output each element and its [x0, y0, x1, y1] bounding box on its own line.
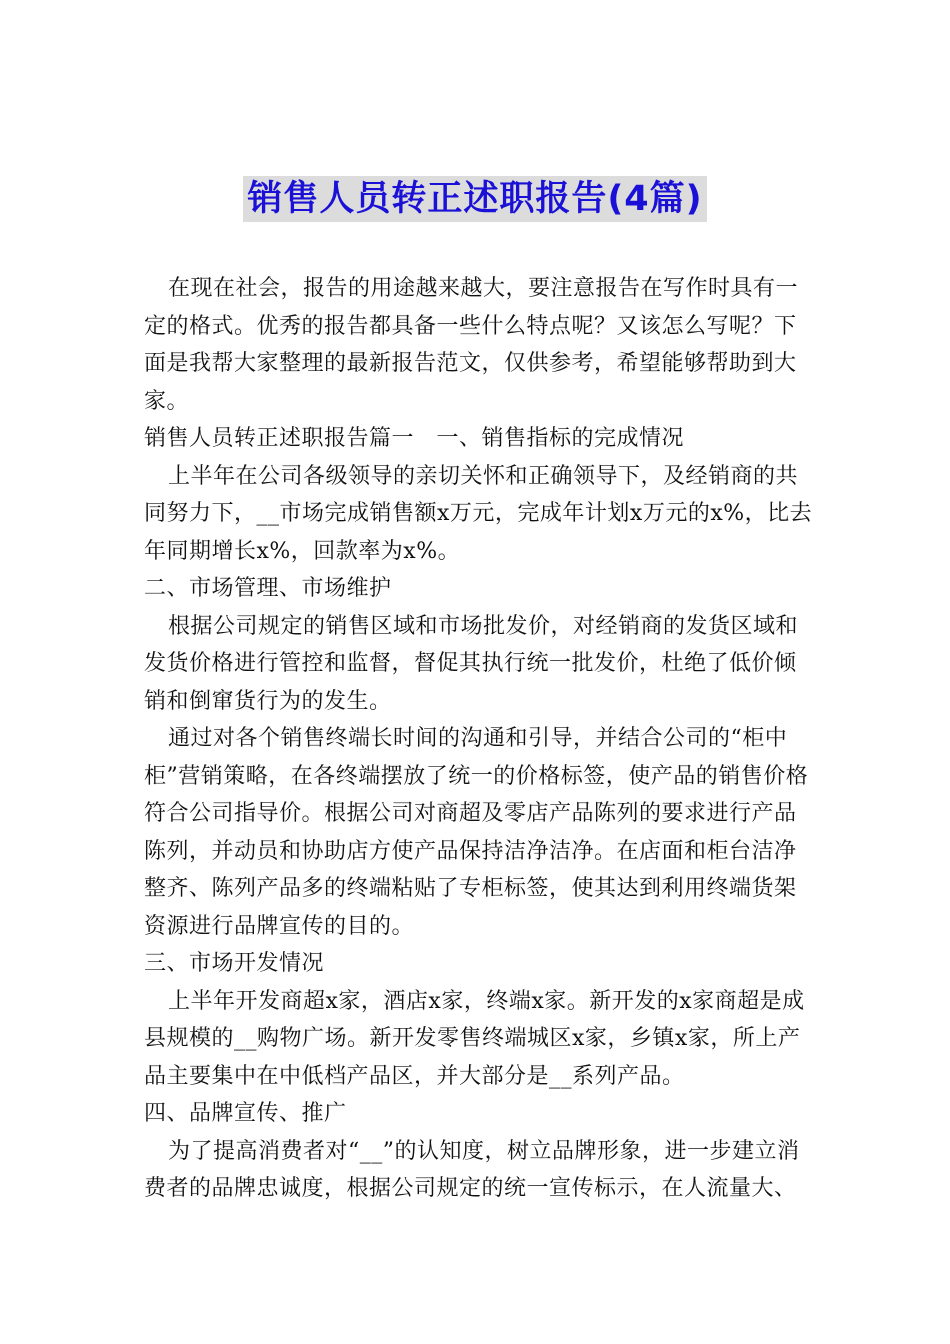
paragraph-market-management: 根据公司规定的销售区域和市场批发价，对经销商的发货区域和发货价格进行管控和监督，督促其执行统一批发价，杜绝了低价倾销和倒窜货行为的发生。: [144, 613, 799, 714]
section-heading-1: 销售人员转正述职报告篇一 一、销售指标的完成情况: [144, 426, 685, 451]
paragraph-terminal-guidance: 通过对各个销售终端长时间的沟通和引导，并结合公司的“柜中柜”营销策略，在各终端摆放了统一的价格标签，使产品的销售价格符合公司指导价。根据公司对商超及零店产品陈列的要求进行产品陈列，并动员和协助店方使产品保持洁净洁净。在店面和柜台洁净整齐、陈列产品多的终端粘贴了专柜标签，使其达到利用终端货架资源进行品牌宣传的目的。: [144, 726, 809, 939]
title-container: [0, 176, 950, 222]
intro-paragraph: 在现在社会，报告的用途越来越大，要注意报告在写作时具有一定的格式。优秀的报告都具备一些什么特点呢？又该怎么写呢？下面是我帮大家整理的最新报告范文，仅供参考，希望能够帮助到大家。: [144, 276, 799, 414]
paragraph-sales-target: 上半年在公司各级领导的亲切关怀和正确领导下，及经销商的共同努力下，__市场完成销售额x万元，完成年计划x万元的x%，比去年同期增长x%，回款率为x%。: [144, 463, 813, 564]
document-title: 销售人员转正述职报告(4篇): [243, 176, 706, 222]
section-heading-4: 四、品牌宣传、推广: [144, 1101, 347, 1126]
document-body: [144, 270, 814, 1208]
paragraph-brand-promotion: 为了提高消费者对“__”的认知度，树立品牌形象，进一步建立消费者的品牌忠诚度，根据公司规定的统一宣传标示，在人流量大、: [144, 1138, 800, 1201]
section-heading-3: 三、市场开发情况: [144, 951, 325, 976]
section-heading-2: 二、市场管理、市场维护: [144, 576, 392, 601]
paragraph-market-development: 上半年开发商超x家，酒店x家，终端x家。新开发的x家商超是成县规模的__购物广场。新开发零售终端城区x家，乡镇x家，所上产品主要集中在中低档产品区，并大部分是__系列产品。: [144, 988, 805, 1089]
